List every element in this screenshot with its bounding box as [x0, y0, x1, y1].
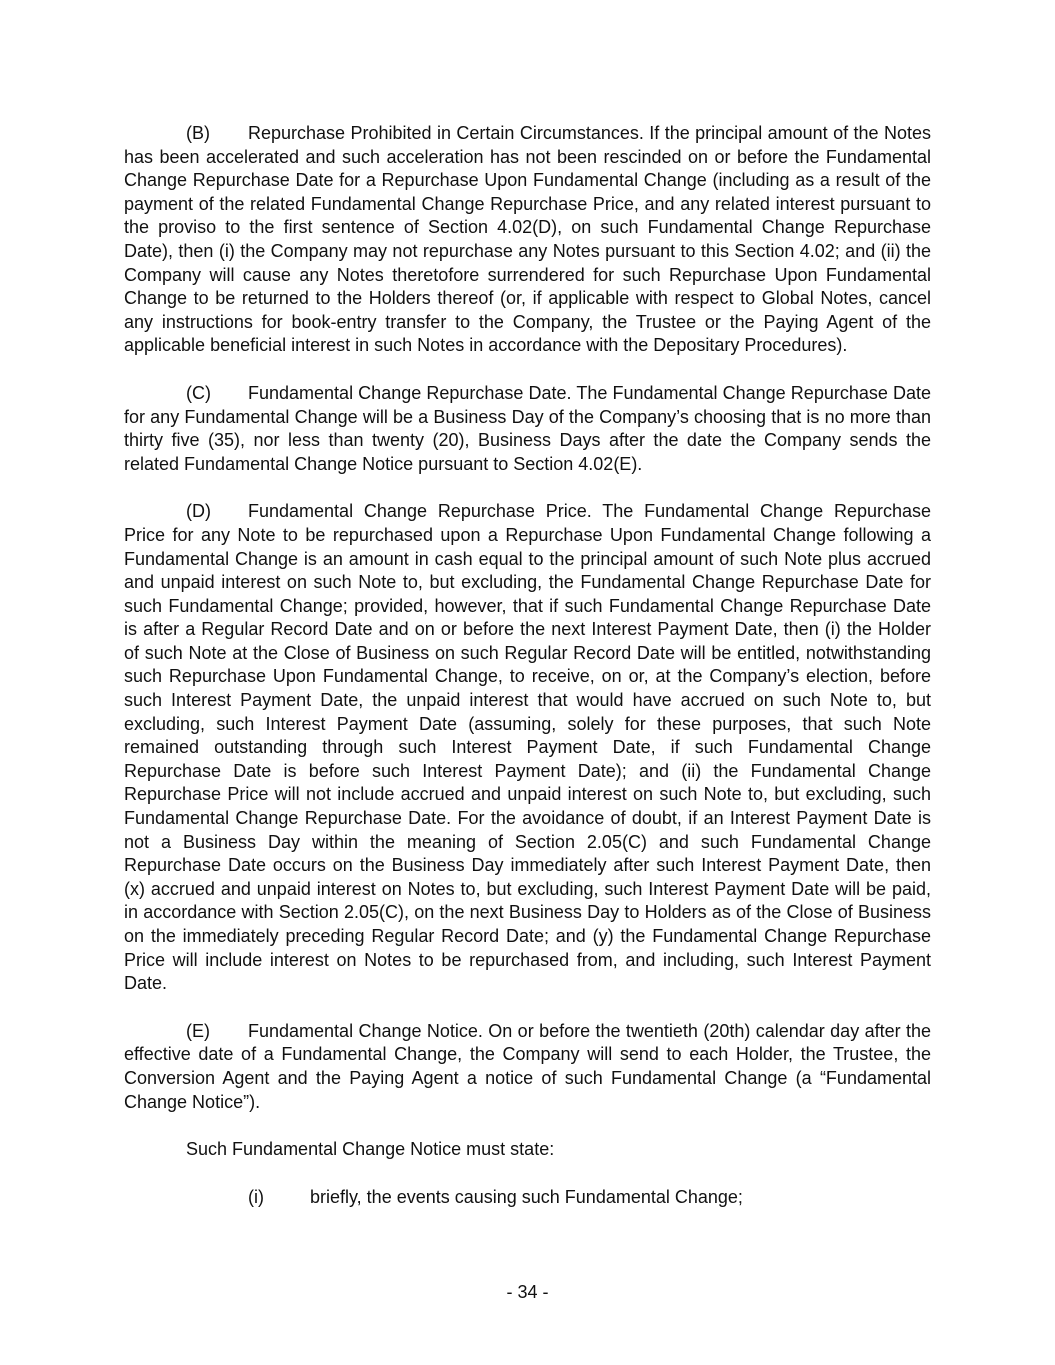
list-item-text: briefly, the events causing such Fundamental Change; [310, 1186, 743, 1207]
list-item-number: (i) [248, 1186, 264, 1207]
notice-lead-in: Such Fundamental Change Notice must state: [186, 1139, 555, 1160]
document-body [124, 122, 931, 1209]
paragraph-label: (E) [186, 1020, 210, 1041]
paragraph-e [124, 1020, 931, 1114]
paragraph-label: (C) [186, 382, 211, 403]
paragraph-text: Repurchase Prohibited in Certain Circumstances. If the principal amount of the Notes has been accelerated and such acceleration has not been rescinded on or before the Fundamental Change Repurchase Date for a Repurchase Upon Fundamental Change (including as a result of the payment of the related Fundamental Change Repurchase Price, and any related interest pursuant to the proviso to the first sentence of Section 4.02(D), on such Fundamental Change Repurchase Date), then (i) the Company may not repurchase any Notes pursuant to this Section 4.02; and (ii) the Company will cause any Notes theretofore surrendered for such Repurchase Upon Fundamental Change to be returned to the Holders thereof (or, if applicable with respect to Global Notes, cancel any instructions for book-entry transfer to the Company, the Trustee or the Paying Agent of the applicable beneficial interest in such Notes in accordance with the Depositary Procedures). [124, 123, 931, 356]
paragraph-d [124, 500, 931, 995]
paragraph-text: Fundamental Change Repurchase Date. The Fundamental Change Repurchase Date for any Fundamental Change will be a Business Day of the Company’s choosing that is no more than thirty five (35), nor less than twenty (20), Business Days after the date the Company sends the related Fundamental Change Notice pursuant to Section 4.02(E). [124, 382, 931, 474]
paragraph-c [124, 382, 931, 476]
paragraph-label: (D) [186, 501, 211, 522]
paragraph-text: Fundamental Change Repurchase Price. The Fundamental Change Repurchase Price for any Note to be repurchased upon a Repurchase Upon Fundamental Change following a Fundamental Change is an amount in cash equal to the principal amount of such Note plus accrued and unpaid interest on such Note to, but excluding, the Fundamental Change Repurchase Date for such Fundamental Change; provided, however, that if such Fundamental Change Repurchase Date is after a Regular Record Date and on or before the next Interest Payment Date, then (i) the Holder of such Note at the Close of Business on such Regular Record Date will be entitled, notwithstanding such Repurchase Upon Fundamental Change, to receive, on or, at the Company’s election, before such Interest Payment Date, the unpaid interest that would have accrued on such Note to, but excluding, such Interest Payment Date (assuming, solely for these purposes, that such Note remained outstanding through such Interest Payment Date, if such Fundamental Change Repurchase Date is before such Interest Payment Date); and (ii) the Fundamental Change Repurchase Price will not include accrued and unpaid interest on such Note to, but excluding, such Fundamental Change Repurchase Date. For the avoidance of doubt, if an Interest Payment Date is not a Business Day within the meaning of Section 2.05(C) and such Fundamental Change Repurchase Date occurs on the Business Day immediately after such Interest Payment Date, then (x) accrued and unpaid interest on Notes to, but excluding, such Interest Payment Date will be paid, in accordance with Section 2.05(C), on the next Business Day to Holders as of the Close of Business on the immediately preceding Regular Record Date; and (y) the Fundamental Change Repurchase Price will include interest on Notes to be repurchased from, and including, such Interest Payment Date. [124, 501, 931, 994]
paragraph-b [124, 122, 931, 358]
paragraph-label: (B) [186, 123, 210, 143]
paragraph-text: Fundamental Change Notice. On or before the twentieth (20th) calendar day after the effective date of a Fundamental Change, the Company will send to each Holder, the Trustee, the Conversion Agent and the Paying Agent a notice of such Fundamental Change (a “Fundamental Change Notice”). [124, 1020, 931, 1112]
page-number: - 34 - [506, 1282, 549, 1302]
list-item [248, 1186, 931, 1210]
